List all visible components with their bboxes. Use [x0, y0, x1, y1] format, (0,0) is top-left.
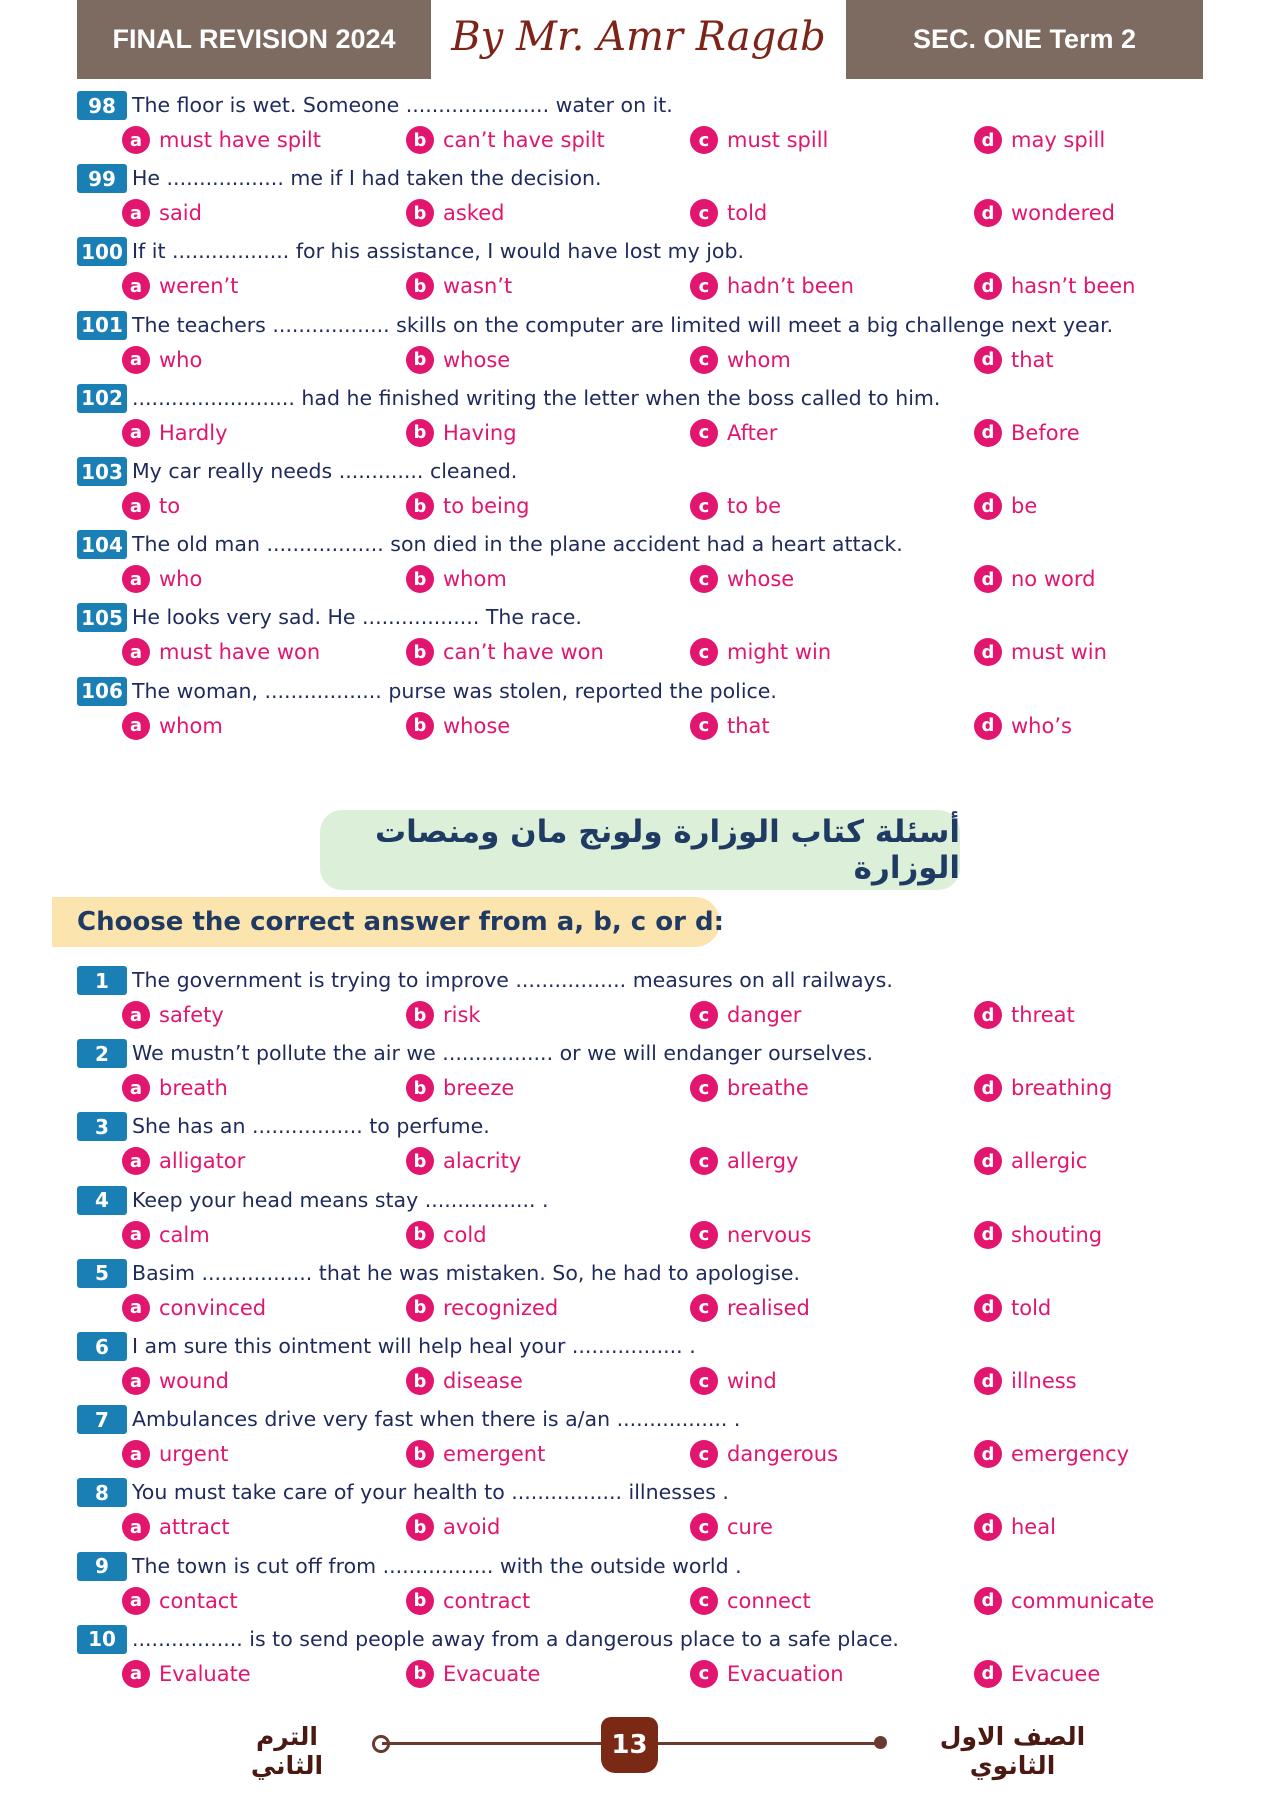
answer-option-d[interactable] [974, 1145, 1087, 1177]
option-text: Before [1011, 420, 1080, 445]
option-text: safety [159, 1003, 224, 1027]
question-text: We mustn’t pollute the air we ................. or we will endanger ourselves. [132, 1041, 873, 1066]
option-letter-badge: c [690, 419, 718, 447]
option-letter-badge: c [690, 712, 718, 740]
option-letter-badge: b [406, 419, 434, 447]
answer-option-a[interactable] [122, 1072, 228, 1104]
option-letter-badge: c [690, 1587, 718, 1615]
answer-option-b[interactable] [406, 1219, 487, 1251]
option-letter-badge: b [406, 1147, 434, 1175]
answer-option-d[interactable] [974, 1365, 1077, 1397]
option-letter-badge: b [406, 199, 434, 227]
header-author: By Mr. Amr Ragab [451, 14, 826, 60]
answer-option-d[interactable] [974, 1658, 1100, 1690]
arabic-section-banner: أسئلة كتاب الوزارة ولونج مان ومنصات الوزارة [320, 810, 960, 890]
question-number: 105 [77, 603, 127, 632]
answer-option-b[interactable] [406, 1365, 523, 1397]
question-number: 8 [77, 1478, 127, 1507]
question-text: My car really needs ............. cleaned. [132, 459, 518, 483]
question-text: ......................... had he finished writing the letter when the boss called to him. [132, 385, 941, 410]
option-text: must have won [159, 640, 321, 665]
answer-option-b[interactable] [406, 1511, 500, 1543]
option-letter-badge: c [690, 126, 718, 154]
option-text: might win [727, 640, 832, 665]
option-text: that [1011, 347, 1054, 372]
option-letter-badge: b [406, 712, 434, 740]
question-item [77, 1112, 1217, 1185]
option-text: who [159, 567, 203, 592]
option-letter-badge: b [406, 492, 434, 520]
option-letter-badge: c [690, 492, 718, 520]
option-text: allergic [1011, 1149, 1088, 1174]
answer-option-d[interactable] [974, 563, 1095, 595]
option-letter-badge: d [974, 565, 1002, 593]
question-text: Keep your head means stay ................. . [132, 1187, 549, 1212]
question-number: 6 [77, 1332, 127, 1361]
footer-line-left [382, 1742, 602, 1745]
option-letter-badge: d [974, 346, 1002, 374]
answer-option-d[interactable] [974, 344, 1054, 376]
option-text: Evaluate [159, 1661, 251, 1686]
option-text: wound [159, 1369, 229, 1393]
option-text: wasn’t [443, 274, 513, 299]
option-text: convinced [159, 1295, 267, 1320]
option-text: avoid [443, 1515, 501, 1540]
option-text: whom [727, 347, 791, 372]
option-text: Evacuee [1011, 1661, 1101, 1686]
option-letter-badge: d [974, 272, 1002, 300]
option-text: Evacuate [443, 1661, 541, 1686]
option-text: risk [443, 1003, 481, 1027]
answer-option-d[interactable] [974, 124, 1105, 156]
answer-option-d[interactable] [974, 999, 1075, 1031]
question-text: The woman, .................. purse was stolen, reported the police. [132, 678, 777, 703]
answer-option-c[interactable] [690, 1365, 777, 1397]
answer-option-d[interactable] [974, 636, 1107, 668]
answer-option-a[interactable] [122, 417, 228, 449]
question-text: The old man .................. son died in the plane accident had a heart attack. [132, 532, 903, 557]
answer-option-c[interactable] [690, 1072, 809, 1104]
option-letter-badge: b [406, 1660, 434, 1688]
option-text: Having [443, 420, 517, 445]
question-item [77, 164, 1217, 237]
option-text: told [1011, 1295, 1052, 1320]
answer-option-b[interactable] [406, 197, 504, 229]
option-text: must spill [727, 128, 829, 152]
answer-option-d[interactable] [974, 710, 1072, 742]
option-letter-badge: c [690, 199, 718, 227]
answer-option-d[interactable] [974, 1219, 1102, 1251]
option-letter-badge: b [406, 272, 434, 300]
option-text: can’t have spilt [443, 128, 605, 152]
answer-option-d[interactable] [974, 1511, 1056, 1543]
option-text: breathing [1011, 1076, 1113, 1101]
option-text: no word [1011, 567, 1096, 592]
option-letter-badge: c [690, 565, 718, 593]
footer-grade-label: الصف الاول الثانوي [939, 1722, 1086, 1780]
option-text: allergy [727, 1149, 799, 1174]
answer-option-a[interactable] [122, 1438, 228, 1470]
footer-line-right [658, 1742, 881, 1745]
question-text: Ambulances drive very fast when there is a/an ................. . [132, 1407, 741, 1432]
option-letter-badge: d [974, 1660, 1002, 1688]
answer-option-a[interactable] [122, 1585, 238, 1617]
option-letter-badge: b [406, 1221, 434, 1249]
option-text: emergent [443, 1442, 546, 1467]
option-letter-badge: c [690, 1147, 718, 1175]
question-number: 5 [77, 1259, 127, 1288]
answer-option-c[interactable] [690, 1219, 811, 1251]
option-text: wondered [1011, 201, 1116, 226]
answer-option-a[interactable] [122, 710, 223, 742]
answer-option-c[interactable] [690, 1658, 844, 1690]
question-item [77, 91, 1217, 164]
answer-option-a[interactable] [122, 636, 320, 668]
question-text: ................. is to send people away from a dangerous place to a safe place. [132, 1626, 899, 1651]
option-text: that [727, 713, 770, 738]
question-number: 99 [77, 164, 127, 193]
option-text: may spill [1011, 128, 1106, 152]
answer-option-b[interactable] [406, 124, 605, 156]
answer-option-c[interactable] [690, 1585, 811, 1617]
option-text: After [727, 420, 778, 445]
instruction-text: Choose the correct answer from a, b, c or d: [77, 907, 724, 937]
question-text: The teachers .................. skills on the computer are limited will meet a big challenge next year. [132, 312, 1114, 337]
option-text: to be [727, 494, 782, 518]
option-letter-badge: d [974, 1587, 1002, 1615]
answer-option-c[interactable] [690, 1145, 798, 1177]
option-letter-badge: b [406, 346, 434, 374]
option-letter-badge: b [406, 1440, 434, 1468]
option-text: realised [727, 1295, 810, 1320]
option-text: contact [159, 1588, 238, 1613]
answer-option-a[interactable] [122, 197, 202, 229]
answer-option-b[interactable] [406, 1585, 530, 1617]
answer-option-d[interactable] [974, 1585, 1154, 1617]
answer-option-b[interactable] [406, 999, 481, 1031]
option-letter-badge: a [122, 419, 150, 447]
option-text: urgent [159, 1442, 229, 1467]
option-text: recognized [443, 1295, 559, 1320]
option-letter-badge: c [690, 272, 718, 300]
question-number: 100 [77, 237, 127, 266]
question-item [77, 1039, 1217, 1112]
option-letter-badge: c [690, 1294, 718, 1322]
answer-option-c[interactable] [690, 344, 791, 376]
question-text: The floor is wet. Someone ...................... water on it. [132, 93, 673, 117]
question-number: 4 [77, 1186, 127, 1215]
question-item [77, 530, 1217, 603]
answer-option-c[interactable] [690, 563, 794, 595]
question-text: You must take care of your health to ................. illnesses . [132, 1480, 729, 1505]
option-text: heal [1011, 1515, 1056, 1540]
question-item [77, 1405, 1217, 1478]
header-left-banner [77, 0, 431, 79]
answer-option-c[interactable] [690, 1438, 838, 1470]
option-letter-badge: a [122, 1001, 150, 1029]
option-text: hasn’t been [1011, 274, 1136, 299]
answer-option-b[interactable] [406, 636, 604, 668]
question-item [77, 1625, 1217, 1698]
option-letter-badge: c [690, 1513, 718, 1541]
question-number: 3 [77, 1112, 127, 1141]
option-letter-badge: b [406, 1513, 434, 1541]
option-letter-badge: b [406, 638, 434, 666]
answer-option-c[interactable] [690, 197, 767, 229]
question-item [77, 1478, 1217, 1551]
option-letter-badge: c [690, 1221, 718, 1249]
answer-option-c[interactable] [690, 490, 781, 522]
question-item [77, 1259, 1217, 1332]
question-item [77, 1332, 1217, 1405]
option-text: emergency [1011, 1442, 1130, 1467]
option-text: disease [443, 1369, 523, 1393]
option-letter-badge: c [690, 1001, 718, 1029]
answer-option-b[interactable] [406, 1658, 540, 1690]
question-item [77, 966, 1217, 1039]
answer-option-d[interactable] [974, 197, 1115, 229]
option-letter-badge: c [690, 1660, 718, 1688]
answer-option-c[interactable] [690, 1511, 773, 1543]
question-number: 10 [77, 1625, 127, 1654]
answer-option-d[interactable] [974, 417, 1080, 449]
answer-option-b[interactable] [406, 490, 529, 522]
answer-option-a[interactable] [122, 563, 202, 595]
option-text: cure [727, 1515, 773, 1540]
header-left-text: FINAL REVISION 2024 [112, 24, 396, 54]
answer-option-b[interactable] [406, 710, 510, 742]
option-letter-badge: b [406, 565, 434, 593]
answer-option-a[interactable] [122, 1219, 210, 1251]
option-letter-badge: d [974, 199, 1002, 227]
option-text: communicate [1011, 1588, 1155, 1613]
answer-option-d[interactable] [974, 1438, 1129, 1470]
question-text: The town is cut off from ................. with the outside world . [132, 1553, 742, 1578]
option-letter-badge: a [122, 1513, 150, 1541]
option-letter-badge: a [122, 1660, 150, 1688]
option-text: whose [443, 347, 511, 372]
question-text: If it .................. for his assistance, I would have lost my job. [132, 239, 744, 264]
question-item [77, 1186, 1217, 1259]
option-text: must win [1011, 640, 1107, 665]
option-text: whom [443, 567, 507, 592]
option-text: whose [443, 713, 511, 738]
question-item [77, 1552, 1217, 1625]
option-letter-badge: d [974, 1147, 1002, 1175]
option-letter-badge: a [122, 565, 150, 593]
option-text: dangerous [727, 1442, 839, 1467]
header-right-text: SEC. ONE Term 2 [912, 24, 1137, 54]
page-number: 13 [601, 1717, 658, 1773]
option-text: Hardly [159, 420, 228, 445]
option-letter-badge: c [690, 638, 718, 666]
answer-option-a[interactable] [122, 999, 224, 1031]
answer-option-a[interactable] [122, 1145, 245, 1177]
option-text: threat [1011, 1003, 1075, 1027]
answer-option-b[interactable] [406, 563, 507, 595]
footer-dot-right [874, 1736, 887, 1749]
question-number: 9 [77, 1552, 127, 1581]
option-letter-badge: a [122, 1440, 150, 1468]
answer-option-c[interactable] [690, 710, 770, 742]
answer-option-b[interactable] [406, 1072, 514, 1104]
answer-option-c[interactable] [690, 999, 801, 1031]
question-item [77, 677, 1217, 750]
option-letter-badge: d [974, 1221, 1002, 1249]
footer-term-label: الترم الثاني [250, 1722, 324, 1780]
option-letter-badge: b [406, 1587, 434, 1615]
option-letter-badge: d [974, 1513, 1002, 1541]
question-item [77, 603, 1217, 676]
option-text: Evacuation [727, 1661, 844, 1686]
option-letter-badge: a [122, 492, 150, 520]
question-number: 7 [77, 1405, 127, 1434]
option-text: cold [443, 1222, 487, 1247]
option-letter-badge: d [974, 492, 1002, 520]
answer-option-d[interactable] [974, 490, 1037, 522]
option-text: told [727, 201, 768, 226]
answer-option-b[interactable] [406, 1145, 521, 1177]
option-text: be [1011, 494, 1038, 518]
option-letter-badge: a [122, 712, 150, 740]
answer-option-b[interactable] [406, 1438, 545, 1470]
option-text: nervous [727, 1222, 812, 1247]
answer-option-a[interactable] [122, 490, 180, 522]
option-letter-badge: d [974, 712, 1002, 740]
question-item [77, 237, 1217, 310]
option-letter-badge: d [974, 1074, 1002, 1102]
option-text: connect [727, 1588, 811, 1613]
question-item [77, 457, 1217, 530]
answer-option-b[interactable] [406, 344, 510, 376]
answer-option-c[interactable] [690, 124, 828, 156]
option-letter-badge: b [406, 1074, 434, 1102]
option-text: can’t have won [443, 640, 604, 665]
option-text: who [159, 347, 203, 372]
option-text: breath [159, 1076, 228, 1101]
option-text: contract [443, 1588, 531, 1613]
option-letter-badge: a [122, 638, 150, 666]
option-letter-badge: a [122, 199, 150, 227]
question-text: He .................. me if I had taken the decision. [132, 166, 602, 191]
option-text: breathe [727, 1076, 809, 1101]
option-text: alligator [159, 1149, 246, 1174]
answer-option-d[interactable] [974, 1292, 1051, 1324]
option-letter-badge: a [122, 1221, 150, 1249]
option-letter-badge: a [122, 272, 150, 300]
answer-option-a[interactable] [122, 1511, 230, 1543]
option-letter-badge: a [122, 1294, 150, 1322]
option-letter-badge: a [122, 1587, 150, 1615]
option-letter-badge: c [690, 1074, 718, 1102]
question-text: I am sure this ointment will help heal your ................. . [132, 1334, 696, 1358]
option-letter-badge: d [974, 126, 1002, 154]
answer-option-a[interactable] [122, 344, 202, 376]
option-letter-badge: d [974, 1001, 1002, 1029]
option-letter-badge: d [974, 1367, 1002, 1395]
option-text: danger [727, 1003, 802, 1027]
option-letter-badge: b [406, 126, 434, 154]
option-text: illness [1011, 1369, 1077, 1393]
option-text: breeze [443, 1076, 515, 1101]
question-number: 106 [77, 677, 127, 706]
option-text: shouting [1011, 1222, 1103, 1247]
answer-option-a[interactable] [122, 1292, 266, 1324]
option-text: must have spilt [159, 128, 321, 152]
option-letter-badge: d [974, 1294, 1002, 1322]
question-text: Basim ................. that he was mistaken. So, he had to apologise. [132, 1260, 801, 1285]
option-text: said [159, 201, 202, 226]
option-letter-badge: a [122, 1147, 150, 1175]
question-text: He looks very sad. He .................. The race. [132, 605, 582, 630]
option-letter-badge: d [974, 1440, 1002, 1468]
option-letter-badge: d [974, 638, 1002, 666]
question-number: 102 [77, 384, 127, 413]
answer-option-c[interactable] [690, 270, 854, 302]
option-text: to being [443, 494, 530, 518]
answer-option-c[interactable] [690, 417, 777, 449]
answer-option-a[interactable] [122, 270, 238, 302]
answer-option-d[interactable] [974, 1072, 1112, 1104]
question-text: She has an ................. to perfume. [132, 1114, 490, 1139]
answer-option-b[interactable] [406, 417, 517, 449]
answer-option-a[interactable] [122, 1365, 229, 1397]
answer-option-a[interactable] [122, 124, 321, 156]
option-text: alacrity [443, 1149, 522, 1174]
option-letter-badge: a [122, 1074, 150, 1102]
answer-option-d[interactable] [974, 270, 1136, 302]
option-letter-badge: a [122, 1367, 150, 1395]
question-number: 103 [77, 457, 127, 486]
header-right-banner [846, 0, 1203, 79]
option-text: whom [159, 713, 223, 738]
option-text: attract [159, 1515, 230, 1540]
option-letter-badge: b [406, 1367, 434, 1395]
question-number: 1 [77, 966, 127, 995]
option-letter-badge: d [974, 419, 1002, 447]
answer-option-b[interactable] [406, 270, 512, 302]
answer-option-a[interactable] [122, 1658, 251, 1690]
option-letter-badge: c [690, 1440, 718, 1468]
option-letter-badge: b [406, 1294, 434, 1322]
question-item [77, 384, 1217, 457]
option-text: calm [159, 1222, 210, 1247]
option-letter-badge: c [690, 346, 718, 374]
option-text: to [159, 494, 181, 518]
option-text: weren’t [159, 274, 239, 299]
question-item [77, 311, 1217, 384]
option-letter-badge: c [690, 1367, 718, 1395]
answer-option-b[interactable] [406, 1292, 558, 1324]
option-text: wind [727, 1369, 777, 1393]
question-number: 2 [77, 1039, 127, 1068]
answer-option-c[interactable] [690, 1292, 810, 1324]
question-number: 98 [77, 91, 127, 120]
question-number: 101 [77, 311, 127, 340]
option-letter-badge: a [122, 126, 150, 154]
option-text: hadn’t been [727, 274, 854, 299]
option-text: asked [443, 201, 505, 226]
option-text: whose [727, 567, 795, 592]
option-letter-badge: b [406, 1001, 434, 1029]
answer-option-c[interactable] [690, 636, 831, 668]
question-number: 104 [77, 530, 127, 559]
question-text: The government is trying to improve ................. measures on all railways. [132, 968, 893, 992]
option-text: who’s [1011, 713, 1072, 738]
option-letter-badge: a [122, 346, 150, 374]
